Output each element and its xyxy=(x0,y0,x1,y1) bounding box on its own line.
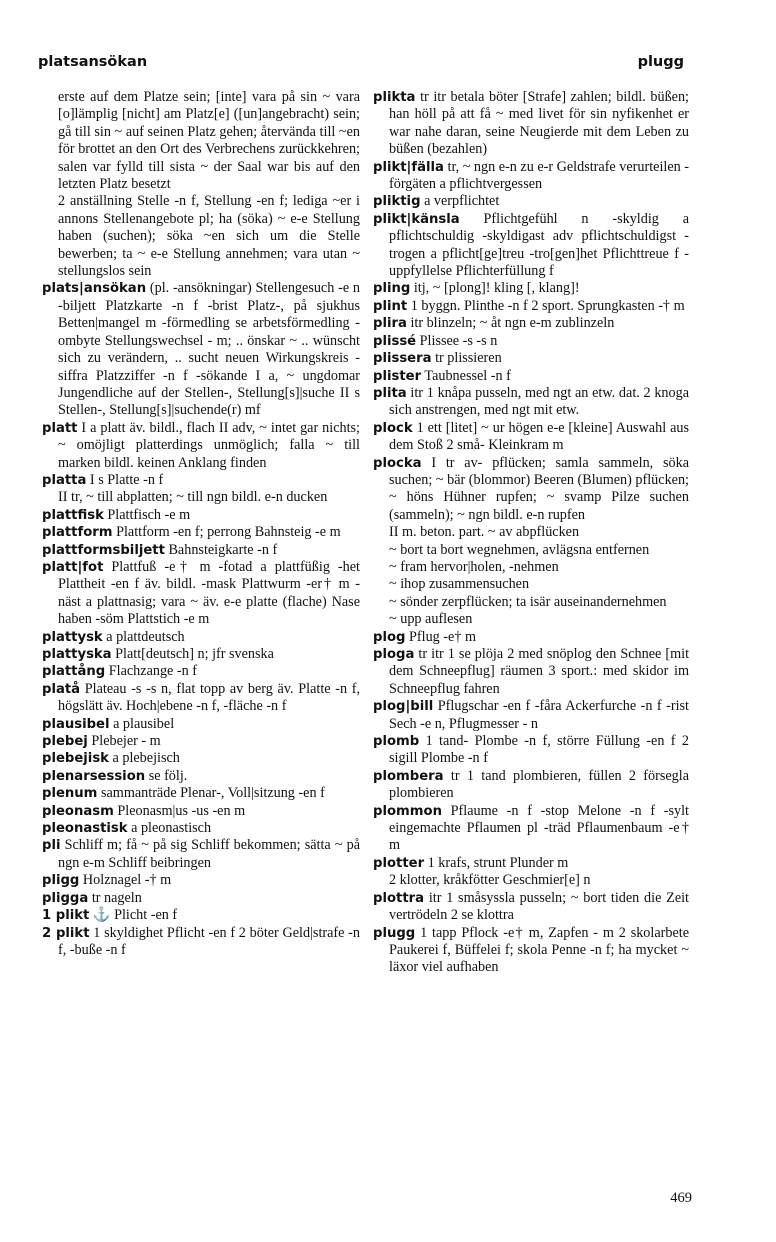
entry-definition: 2 anställning Stelle -n f, Stellung -en f; lediga ~er i annons Stellenangebote pl; ha (söka) ~ e-e Stellung haben (suchen); söka ~en sich um die Stelle bewerben; ta ~ e-e Stellung annehmen; vara utan ~ stellungslos sein xyxy=(58,193,360,280)
entry-definition: itr blinzeln; ~ åt ngn e-m zublinzeln xyxy=(410,315,615,332)
dictionary-entry xyxy=(42,837,360,872)
entry-definition: Bahnsteigkarte -n f xyxy=(168,541,278,558)
entry-headword: ploga xyxy=(373,647,415,662)
entry-headword: plattformsbiljett xyxy=(42,542,165,558)
dictionary-entry xyxy=(373,420,689,455)
entry-headword: pligg xyxy=(42,873,80,889)
entry-headword: plikt|känsla xyxy=(373,211,460,227)
entry-definition: itr 1 småsyssla pusseln; ~ bort tiden die Zeit vertrödeln 2 se klottra xyxy=(389,889,689,924)
dictionary-entry xyxy=(42,472,360,489)
dictionary-entry xyxy=(373,611,689,628)
dictionary-entry xyxy=(373,455,689,525)
dictionary-entry xyxy=(42,768,360,785)
entry-headword: plugg xyxy=(373,925,416,941)
entry-headword: plog xyxy=(373,629,406,645)
entry-definition: Pflugschar -en f -fåra Ackerfurche -n f -rist Sech -e n, Pflugmesser - n xyxy=(389,698,690,732)
entry-definition: ⚓ Plicht -en f xyxy=(92,907,178,924)
dictionary-entry xyxy=(373,350,689,367)
dictionary-entry xyxy=(42,907,360,924)
entry-definition: itr 1 knåpa pusseln, med ngt an etw. dat. 2 knoga sich anstrengen, med ngt mit etw. xyxy=(389,384,690,419)
entry-definition: 1 tand- Plombe -n f, större Füllung -en f 2 sigill Plombe -n f xyxy=(389,733,689,767)
dictionary-entry xyxy=(42,733,360,750)
dictionary-entry xyxy=(373,333,689,350)
entry-headword: plenarsession xyxy=(42,768,146,784)
dictionary-entry xyxy=(42,524,360,541)
entry-definition: tr nageln xyxy=(91,889,142,906)
entry-definition: 1 ett [litet] ~ ur högen e-e [kleine] Auswahl aus dem Stoß 2 små- Kleinkram m xyxy=(389,419,689,454)
entry-definition: (pl. -ansökningar) Stellengesuch -e n -biljett Platzkarte -n f -brist Platz-, på sjukhus Betten|mangel m -förmedling se arbetsförmedling -ombyte Stellungswechsel - m; .. önskar ~ .. wünscht sich zu verändern, .. sucht neuen Wirkungskreis -siffra Platzziffer -n f -sökande I a, ~ ungdomar Jungendliche auf der Stellen-, Stellung[s]|suche II s Stellen-, Stellung[s]|suchende(r) mf xyxy=(58,280,360,419)
dictionary-entry xyxy=(42,716,360,733)
entry-headword: 2 plikt xyxy=(42,925,90,941)
entry-headword: platt xyxy=(42,420,78,436)
entry-headword: plattyska xyxy=(42,647,112,662)
entry-definition: tr itr 1 se plöja 2 med snöplog den Schnee [mit dem Schneepflug] räumen 3 sport.: med skidor im Schneepflug fahren xyxy=(389,646,690,697)
dictionary-entry xyxy=(373,733,689,768)
dictionary-entry xyxy=(373,855,689,872)
entry-definition: Plattfisch -e m xyxy=(107,506,191,523)
entry-definition: a pleonastisch xyxy=(131,820,212,837)
entry-headword: plattång xyxy=(42,664,106,680)
entry-definition: Plattform -en f; perrong Bahnsteig -e m xyxy=(116,524,341,541)
entry-definition: tr, ~ ngn e-n zu e-r Geldstrafe verurteilen -förgäten a pflichtvergessen xyxy=(389,158,689,193)
entry-headword: plommon xyxy=(373,803,442,819)
entry-headword: plissé xyxy=(373,333,417,349)
dictionary-entry xyxy=(42,489,360,506)
entry-definition: tr itr betala böter [Strafe] zahlen; bildl. büßen; han höll på att få ~ med livet för sin nyfikenhet er war nahe daran, seine Neugierde mit dem Leben zu büßen (bezahlen) xyxy=(389,89,690,158)
entry-headword: platt|fot xyxy=(42,559,104,575)
entry-definition: se följ. xyxy=(148,767,188,784)
dictionary-entry xyxy=(373,646,689,698)
entry-definition: Pleonasm|us -us -en m xyxy=(117,802,246,819)
dictionary-entry xyxy=(373,89,689,159)
entry-definition: Platt[deutsch] n; jfr svenska xyxy=(115,646,274,662)
entry-definition: tr plissieren xyxy=(435,350,502,367)
dictionary-entry xyxy=(373,576,689,593)
dictionary-entry xyxy=(373,159,689,194)
entry-definition: Plattfuß -e† m -fotad a plattfüßig -het Plattheit -en f äv. bildl. -mask Plattwurm -er† m -näst a plattnasig; vara ~ äv. e-e platte (flache) Nase haben -söm Plattstich -e m xyxy=(58,558,360,628)
dictionary-entry xyxy=(373,298,689,315)
entry-headword: plotter xyxy=(373,855,425,871)
entry-headword: plikta xyxy=(373,90,416,105)
entry-definition: II tr, ~ till abplatten; ~ till ngn bildl. e-n ducken xyxy=(58,489,328,506)
entry-headword: plattform xyxy=(42,525,113,541)
dictionary-entry xyxy=(373,890,689,925)
entry-definition: 1 tapp Pflock -e† m, Zapfen - m 2 skolarbete Paukerei f, Büffelei f; skola Penne -n f; ha mycket ~ läxor viel aufhaben xyxy=(389,924,689,976)
running-head xyxy=(38,54,684,76)
dictionary-entry xyxy=(373,925,689,977)
entry-definition: Holznagel -† m xyxy=(82,872,172,889)
entry-headword: plats|ansökan xyxy=(42,281,147,297)
entry-headword: pling xyxy=(373,281,411,297)
dictionary-entry xyxy=(42,925,360,960)
right-column xyxy=(373,89,689,977)
entry-headword: plebej xyxy=(42,734,88,750)
dictionary-entry xyxy=(373,524,689,541)
entry-headword: plira xyxy=(373,316,407,332)
entry-definition: 1 skyldighet Pflicht -en f 2 böter Geld|strafe -n f, -buße -n f xyxy=(58,924,360,958)
entry-definition: a plattdeutsch xyxy=(106,628,185,645)
dictionary-entry xyxy=(42,629,360,646)
dictionary-entry xyxy=(373,594,689,611)
dictionary-entry xyxy=(373,629,689,646)
entry-headword: pli xyxy=(42,838,61,854)
entry-definition: a plebejisch xyxy=(112,750,180,767)
dictionary-entry xyxy=(373,211,689,281)
dictionary-entry xyxy=(42,193,360,280)
dictionary-entry xyxy=(42,542,360,559)
entry-headword: platå xyxy=(42,681,81,697)
entry-headword: pliktig xyxy=(373,194,421,210)
dictionary-entry xyxy=(373,559,689,576)
entry-headword: plock xyxy=(373,420,413,436)
dictionary-entry xyxy=(42,785,360,802)
dictionary-entry xyxy=(42,820,360,837)
dictionary-entry xyxy=(373,368,689,385)
entry-headword: pleonasm xyxy=(42,803,114,819)
entry-headword: plottra xyxy=(373,890,425,906)
entry-headword: 1 plikt xyxy=(42,908,90,924)
entry-definition: Plissee -s -s n xyxy=(419,332,498,349)
entry-definition: sammanträde Plenar-, Voll|sitzung -en f xyxy=(100,785,325,802)
entry-headword: plister xyxy=(373,368,422,384)
entry-definition: erste auf dem Platze sein; [inte] vara på sin ~ vara [o]lämplig [nicht] am Platz[e] ([un]angebracht) sein; gå till sin ~ auf seinen Platz gehen; återvända till ~en för brottet an den Ort des Verbrechens zurückkehren; salen var fylld till sista ~ der Saal war bis auf den letzten Platz besetzt xyxy=(58,89,360,193)
entry-headword: plenum xyxy=(42,786,98,802)
entry-definition: ~ ihop zusammensuchen xyxy=(389,576,530,593)
dictionary-entry xyxy=(373,872,689,889)
entry-headword: plocka xyxy=(373,455,422,471)
entry-headword: platta xyxy=(42,472,87,488)
dictionary-entry xyxy=(373,803,689,855)
entry-definition: 1 byggn. Plinthe -n f 2 sport. Sprungkasten -† m xyxy=(410,297,685,314)
dictionary-entry xyxy=(42,890,360,907)
entry-headword: plikt|fälla xyxy=(373,159,444,175)
left-column xyxy=(42,89,360,959)
dictionary-entry xyxy=(42,681,360,716)
entry-definition: Pflug -e† m xyxy=(409,628,477,645)
entry-definition: II m. beton. part. ~ av abpflücken xyxy=(389,524,580,541)
entry-definition: I a platt äv. bildl., flach II adv, ~ intet gar nichts; ~ omöjligt platterdings unmöglich; falla ~ till marken bildl. keinen Anklang finden xyxy=(58,419,360,471)
entry-definition: ~ fram hervor|holen, -nehmen xyxy=(389,558,559,575)
dictionary-entry xyxy=(42,646,360,663)
dictionary-entry xyxy=(373,542,689,559)
dictionary-entry xyxy=(42,750,360,767)
entry-headword: plombera xyxy=(373,768,444,784)
entry-definition: Taubnessel -n f xyxy=(424,367,511,384)
entry-headword: plomb xyxy=(373,734,420,750)
entry-definition: Flachzange -n f xyxy=(108,663,197,680)
entry-definition: 1 krafs, strunt Plunder m xyxy=(427,854,569,871)
entry-definition: ~ sönder zerpflücken; ta isär auseinandernehmen xyxy=(389,593,667,610)
entry-definition: Plateau -s -s n, flat topp av berg äv. Platte -n f, högslätt äv. Hoch|ebene -n f, -fläche -n f xyxy=(58,680,361,715)
entry-definition: 2 klotter, kråkfötter Geschmier[e] n xyxy=(389,872,591,889)
dictionary-entry xyxy=(42,872,360,889)
dictionary-entry xyxy=(373,768,689,803)
entry-definition: Pflaume -n f -stop Melone -n f -sylt eingemachte Pflaumen pl -träd Pflaumenbaum -e† m xyxy=(389,802,689,854)
dictionary-entry xyxy=(373,385,689,420)
entry-headword: pligga xyxy=(42,890,89,906)
page-number: 469 xyxy=(670,1190,692,1206)
entry-headword: plog|bill xyxy=(373,699,434,715)
dictionary-entry xyxy=(42,803,360,820)
entry-definition: a verpflichtet xyxy=(424,193,500,210)
entry-definition: ~ bort ta bort wegnehmen, avlägsna entfernen xyxy=(389,541,650,558)
entry-definition: Schliff m; få ~ på sig Schliff bekommen; sätta ~ på ngn e-m Schliff beibringen xyxy=(58,837,361,871)
entry-definition: a plausibel xyxy=(113,715,175,732)
dictionary-entry xyxy=(42,663,360,680)
dictionary-entry xyxy=(42,559,360,629)
entry-headword: plebejisk xyxy=(42,751,109,767)
dictionary-entry xyxy=(42,89,360,193)
entry-headword: plattysk xyxy=(42,629,103,645)
entry-headword: plausibel xyxy=(42,716,110,732)
dictionary-entry xyxy=(373,315,689,332)
entry-headword: plattfisk xyxy=(42,507,104,523)
dictionary-entry xyxy=(42,507,360,524)
left-guideword: platsansökan xyxy=(38,54,148,70)
entry-definition: I s Platte -n f xyxy=(89,471,164,488)
entry-definition: I tr av- pflücken; samla sammeln, söka suchen; ~ bär (blommor) Beeren (Blumen) pflücken; ~ höns Hühner rupfen; ~ svamp Pilze suchen (sammeln); ~ ngn bildl. e-n rupfen xyxy=(389,454,690,523)
entry-headword: plint xyxy=(373,298,408,314)
entry-headword: pleonastisk xyxy=(42,821,128,837)
dictionary-entry xyxy=(373,280,689,297)
entry-definition: itj, ~ [plong]! kling [, klang]! xyxy=(413,280,580,297)
entry-definition: tr 1 tand plombieren, füllen 2 försegla plombieren xyxy=(389,767,690,802)
entry-definition: Plebejer - m xyxy=(91,733,161,750)
right-guideword: plugg xyxy=(637,54,684,70)
dictionary-entry xyxy=(373,193,689,210)
dictionary-entry xyxy=(42,280,360,419)
entry-definition: ~ upp auflesen xyxy=(389,611,473,628)
entry-headword: plita xyxy=(373,385,407,401)
entry-headword: plissera xyxy=(373,351,432,367)
entry-definition: Pflichtgefühl n -skyldig a pflichtschuldig -skyldigast adv pflichtschuldigst -trogen a pflicht[ge]treu -tro[gen]het Pflichttreue f -uppfyllelse Pflichterfüllung f xyxy=(389,210,689,280)
dictionary-entry xyxy=(373,698,689,733)
dictionary-entry xyxy=(42,420,360,472)
